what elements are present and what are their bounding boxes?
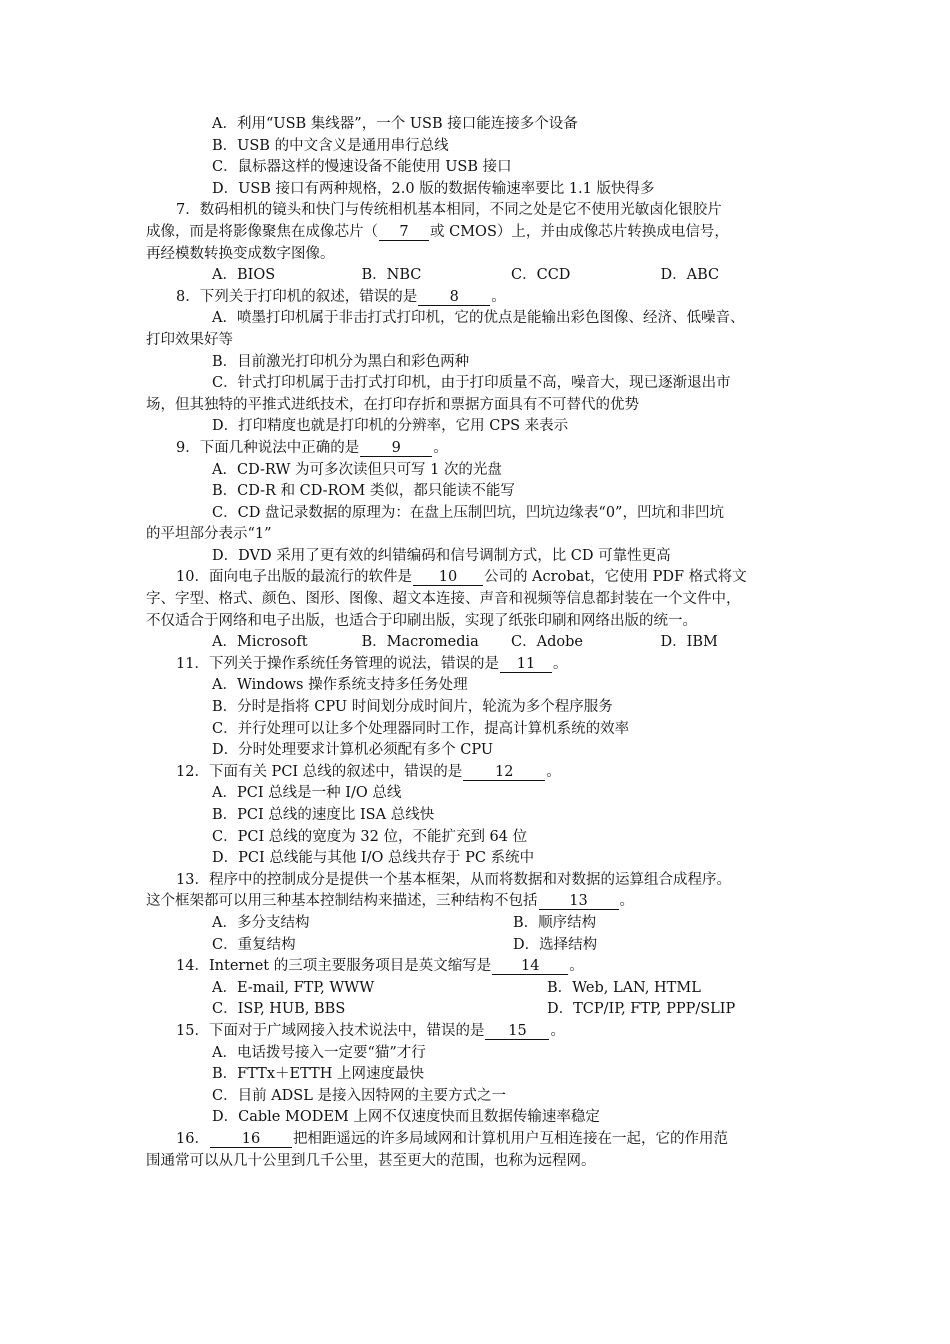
q14-blank: 14 (492, 958, 568, 975)
q11-option-b: B．分时是指将 CPU 时间划分成时间片，轮流为多个程序服务 (212, 699, 613, 716)
q13-stem-line1: 13．程序中的控制成分是提供一个基本框架，从而将数据和对数据的运算组合成程序。 (176, 871, 731, 888)
q11-option-c: C．并行处理可以让多个处理器同时工作，提高计算机系统的效率 (212, 720, 630, 737)
q13-options-row2 (146, 935, 810, 957)
q9-stem: 9．下面几种说法中正确的是 9 。 (176, 439, 448, 456)
q7-blank: 7 (379, 224, 429, 241)
q14-option-d: D．TCP/IP, FTP, PPP/SLIP (547, 1001, 736, 1018)
q7-option-c: C．CCD (511, 267, 571, 284)
q10-option-a: A．Microsoft (212, 634, 308, 651)
q8-option-a-line1: A．喷墨打印机属于非击打式打印机，它的优点是能输出彩色图像、经济、低噪音、 (212, 310, 745, 327)
q7-option-d: D．ABC (660, 267, 720, 284)
q14-option-a: A．E-mail, FTP, WWW (212, 979, 375, 996)
q12-option-d: D．PCI 总线能与其他 I/O 总线共存于 PC 系统中 (212, 850, 535, 867)
q12-stem: 12．下面有关 PCI 总线的叙述中，错误的是 12 。 (176, 763, 561, 780)
q13-option-a: A．多分支结构 (212, 914, 310, 931)
q14-option-b: B．Web, LAN, HTML (547, 979, 701, 996)
q9-blank: 9 (360, 440, 432, 457)
q14-options-row1 (146, 978, 810, 1000)
q7-option-b: B．NBC (361, 267, 422, 284)
q7-options (146, 265, 810, 287)
q13-stem-line2: 这个框架都可以用三种基本控制结构来描述，三种结构不包括 13 。 (146, 893, 634, 910)
q8-stem: 8．下列关于打印机的叙述，错误的是 8 。 (176, 288, 506, 305)
q13-blank: 13 (539, 893, 619, 910)
q13-option-c: C．重复结构 (212, 936, 296, 953)
q9-option-b: B．CD-R 和 CD-ROM 类似，都只能读不能写 (212, 483, 515, 500)
q13-option-d: D．选择结构 (513, 936, 598, 953)
q16-stem-line1: 16． 16 把相距遥远的许多局域网和计算机用户互相连接在一起，它的作用范 (176, 1130, 728, 1147)
exam-page (146, 114, 810, 1172)
q9-option-c-line2: 的平坦部分表示“1” (146, 526, 272, 543)
q7-stem-line2: 成像，而是将影像聚焦在成像芯片（ 7 或 CMOS）上，并由成像芯片转换成电信号， (146, 223, 729, 240)
q15-option-b: B．FTTx＋ETTH 上网速度最快 (212, 1066, 424, 1083)
q16-blank: 16 (210, 1131, 292, 1148)
q7-stem-line3: 再经模数转换变成数字图像。 (146, 245, 335, 262)
q8-option-a-line2: 打印效果好等 (146, 331, 233, 348)
q15-option-c: C．目前 ADSL 是接入因特网的主要方式之一 (212, 1087, 506, 1104)
q14-stem: 14．Internet 的三项主要服务项目是英文缩写是 14 。 (176, 958, 584, 975)
q14-options-row2 (146, 999, 810, 1021)
q12-option-b: B．PCI 总线的速度比 ISA 总线快 (212, 807, 435, 823)
q15-blank: 15 (485, 1023, 549, 1040)
q10-blank: 10 (413, 569, 483, 586)
q10-stem-line3: 不仅适合于网络和电子出版，也适合于印刷出版，实现了纸张印刷和网络出版的统一。 (146, 612, 697, 629)
q15-option-a: A．电话拨号接入一定要“猫”才行 (212, 1044, 426, 1061)
q13-option-b: B．顺序结构 (513, 914, 597, 931)
q15-stem: 15．下面对于广域网接入技术说法中，错误的是 15 。 (176, 1022, 565, 1039)
q8-option-d: D．打印精度也就是打印机的分辨率，它用 CPS 来表示 (212, 418, 569, 435)
q11-stem: 11．下列关于操作系统任务管理的说法，错误的是 11 。 (176, 655, 568, 672)
q6-option-d: D．USB 接口有两种规格，2.0 版的数据传输速率要比 1.1 版快得多 (212, 180, 655, 197)
q9-option-c-line1: C．CD 盘记录数据的原理为：在盘上压制凹坑，凹坑边缘表“0”，凹坑和非凹坑 (212, 504, 724, 521)
q11-option-d: D．分时处理要求计算机必须配有多个 CPU (212, 742, 494, 759)
q8-blank: 8 (418, 289, 490, 306)
q12-option-a: A．PCI 总线是一种 I/O 总线 (212, 785, 402, 802)
q8-option-b: B．目前激光打印机分为黑白和彩色两种 (212, 353, 470, 370)
q6-option-b: B．USB 的中文含义是通用串行总线 (212, 137, 449, 154)
q6-option-a: A．利用“USB 集线器”，一个 USB 接口能连接多个设备 (212, 116, 578, 132)
q9-option-a: A．CD-RW 为可多次读但只可写 1 次的光盘 (212, 461, 502, 478)
q11-option-a: A．Windows 操作系统支持多任务处理 (212, 677, 468, 694)
q11-blank: 11 (500, 656, 552, 673)
q12-option-c: C．PCI 总线的宽度为 32 位，不能扩充到 64 位 (212, 828, 528, 845)
q15-option-d: D．Cable MODEM 上网不仅速度快而且数据传输速率稳定 (212, 1109, 600, 1126)
q6-option-c: C．鼠标器这样的慢速设备不能使用 USB 接口 (212, 159, 512, 176)
q10-option-c: C．Adobe (511, 634, 583, 651)
q8-option-c-line1: C．针式打印机属于击打式打印机，由于打印质量不高，噪音大，现已逐渐退出市 (212, 375, 731, 392)
q9-option-d: D．DVD 采用了更有效的纠错编码和信号调制方式，比 CD 可靠性更高 (212, 547, 671, 564)
q10-stem-line1: 10．面向电子出版的最流行的软件是 10 公司的 Acrobat，它使用 PDF 格式将文 (176, 569, 747, 586)
q13-options-row1 (146, 913, 810, 935)
q10-options (146, 632, 810, 654)
q16-stem-line2: 围通常可以从几十公里到几千公里，甚至更大的范围，也称为远程网。 (146, 1152, 596, 1169)
q7-stem-line1: 7．数码相机的镜头和快门与传统相机基本相同，不同之处是它不使用光敏卤化银胶片 (176, 202, 722, 219)
q14-option-c: C．ISP, HUB, BBS (212, 1001, 346, 1018)
q7-option-a: A．BIOS (212, 267, 276, 284)
q10-option-b: B．Macromedia (361, 634, 479, 651)
q12-blank: 12 (463, 764, 545, 781)
q8-option-c-line2: 场，但其独特的平推式进纸技术，在打印存折和票据方面具有不可替代的优势 (146, 396, 639, 413)
q10-option-d: D．IBM (660, 634, 718, 651)
q10-stem-line2: 字、字型、格式、颜色、图形、图像、超文本连接、声音和视频等信息都封装在一个文件中， (146, 591, 741, 608)
